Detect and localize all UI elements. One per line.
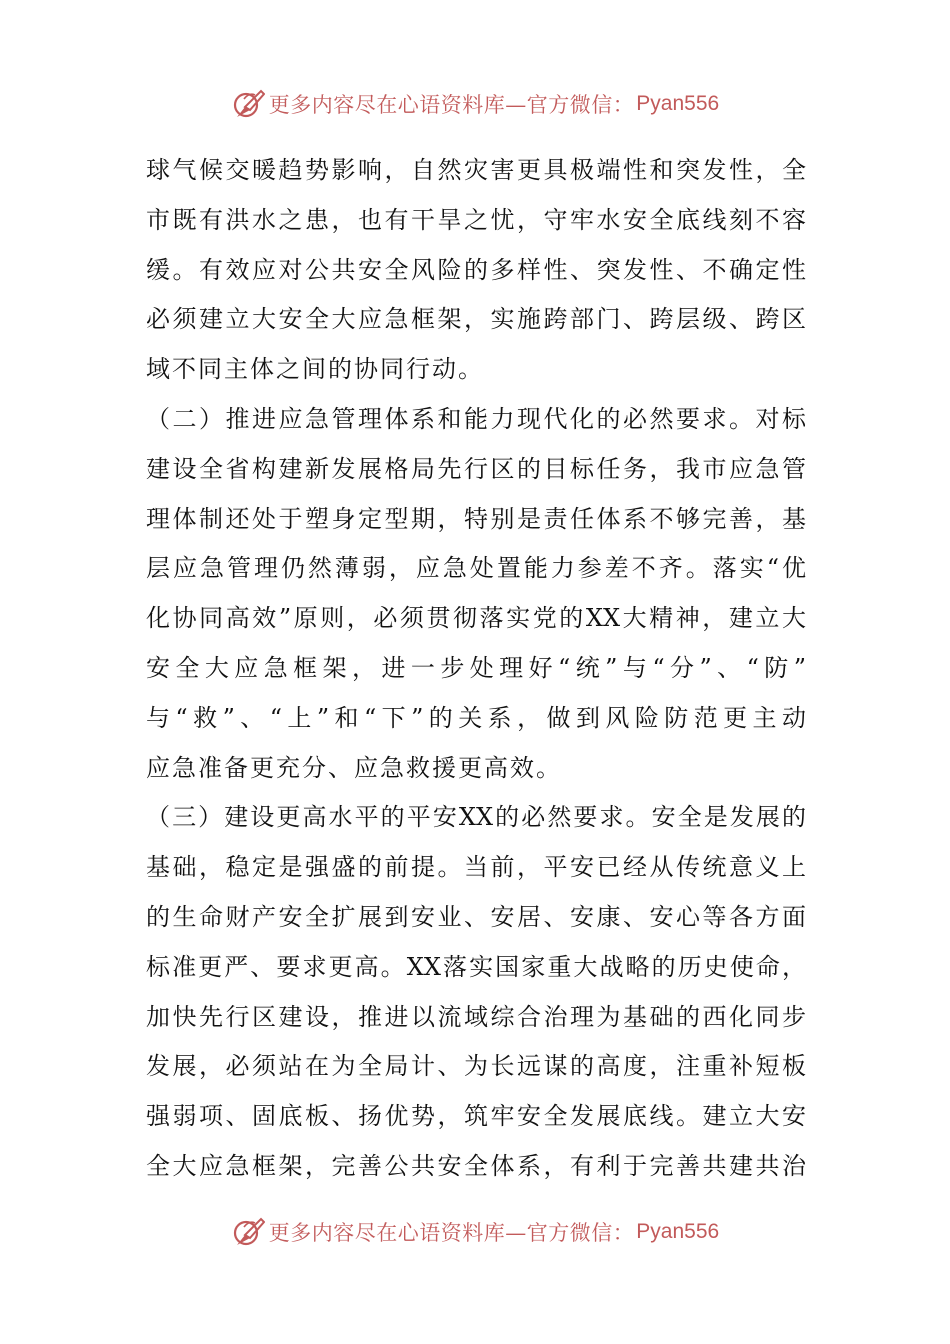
text-line: 球气候交暖趋势影响，自然灾害更具极端性和突发性，全 bbox=[146, 156, 806, 184]
text-line: 安全大应急框架，进一步处理好“统”与“分”、“防” bbox=[146, 653, 806, 682]
watermark-wechat-id: Pyan556 bbox=[636, 92, 720, 115]
text-line: 强弱项、固底板、扬优势，筑牢安全发展底线。建立大安 bbox=[146, 1102, 806, 1131]
text-line: 的生命财产安全扩展到安业、安居、安康、安心等各方面 bbox=[146, 902, 806, 931]
footer-watermark bbox=[0, 1212, 950, 1252]
pen-logo-icon bbox=[231, 87, 265, 121]
text-line: 标准更严、要求更高。XX落实国家重大战略的历史使命， bbox=[146, 952, 806, 981]
text-line: 基础，稳定是强盛的前提。当前，平安已经从传统意义上 bbox=[146, 853, 806, 882]
text-line: 化协同高效”原则，必须贯彻落实党的XX大精神，建立大 bbox=[146, 604, 806, 633]
text-line: 缓。有效应对公共安全风险的多样性、突发性、不确定性 bbox=[146, 255, 806, 284]
watermark-wechat-id: Pyan556 bbox=[636, 1220, 720, 1243]
text-line: 层应急管理仍然薄弱，应急处置能力参差不齐。落实“优 bbox=[146, 554, 806, 583]
header-watermark bbox=[0, 84, 950, 124]
watermark-text: 更多内容尽在心语资料库—官方微信： bbox=[268, 1221, 635, 1245]
text-line: 必须建立大安全大应急框架，实施跨部门、跨层级、跨区 bbox=[146, 305, 806, 334]
text-line: 理体制还处于塑身定型期，特别是责任体系不够完善，基 bbox=[146, 504, 806, 533]
text-line: 全大应急框架，完善公共安全体系，有利于完善共建共治 bbox=[146, 1151, 806, 1180]
text-line: （三）建设更高水平的平安XX的必然要求。安全是发展的 bbox=[146, 803, 806, 832]
watermark-text: 更多内容尽在心语资料库—官方微信： bbox=[268, 93, 635, 117]
text-line: 域不同主体之间的协同行动。 bbox=[146, 355, 484, 384]
text-line: 与“救”、“上”和“下”的关系，做到风险防范更主动 bbox=[146, 703, 806, 732]
text-line: （二）推进应急管理体系和能力现代化的必然要求。对标 bbox=[146, 404, 806, 433]
text-line: 应急准备更充分、应急救援更高效。 bbox=[146, 753, 562, 782]
pen-logo-icon bbox=[231, 1215, 265, 1249]
text-line: 发展，必须站在为全局计、为长远谋的高度，注重补短板 bbox=[146, 1052, 806, 1081]
text-line: 市既有洪水之患，也有干旱之忧，守牢水安全底线刻不容 bbox=[146, 205, 806, 234]
text-line: 建设全省构建新发展格局先行区的目标任务，我市应急管 bbox=[146, 454, 806, 483]
text-line: 加快先行区建设，推进以流域综合治理为基础的西化同步 bbox=[146, 1002, 806, 1031]
document-body bbox=[146, 146, 806, 1192]
